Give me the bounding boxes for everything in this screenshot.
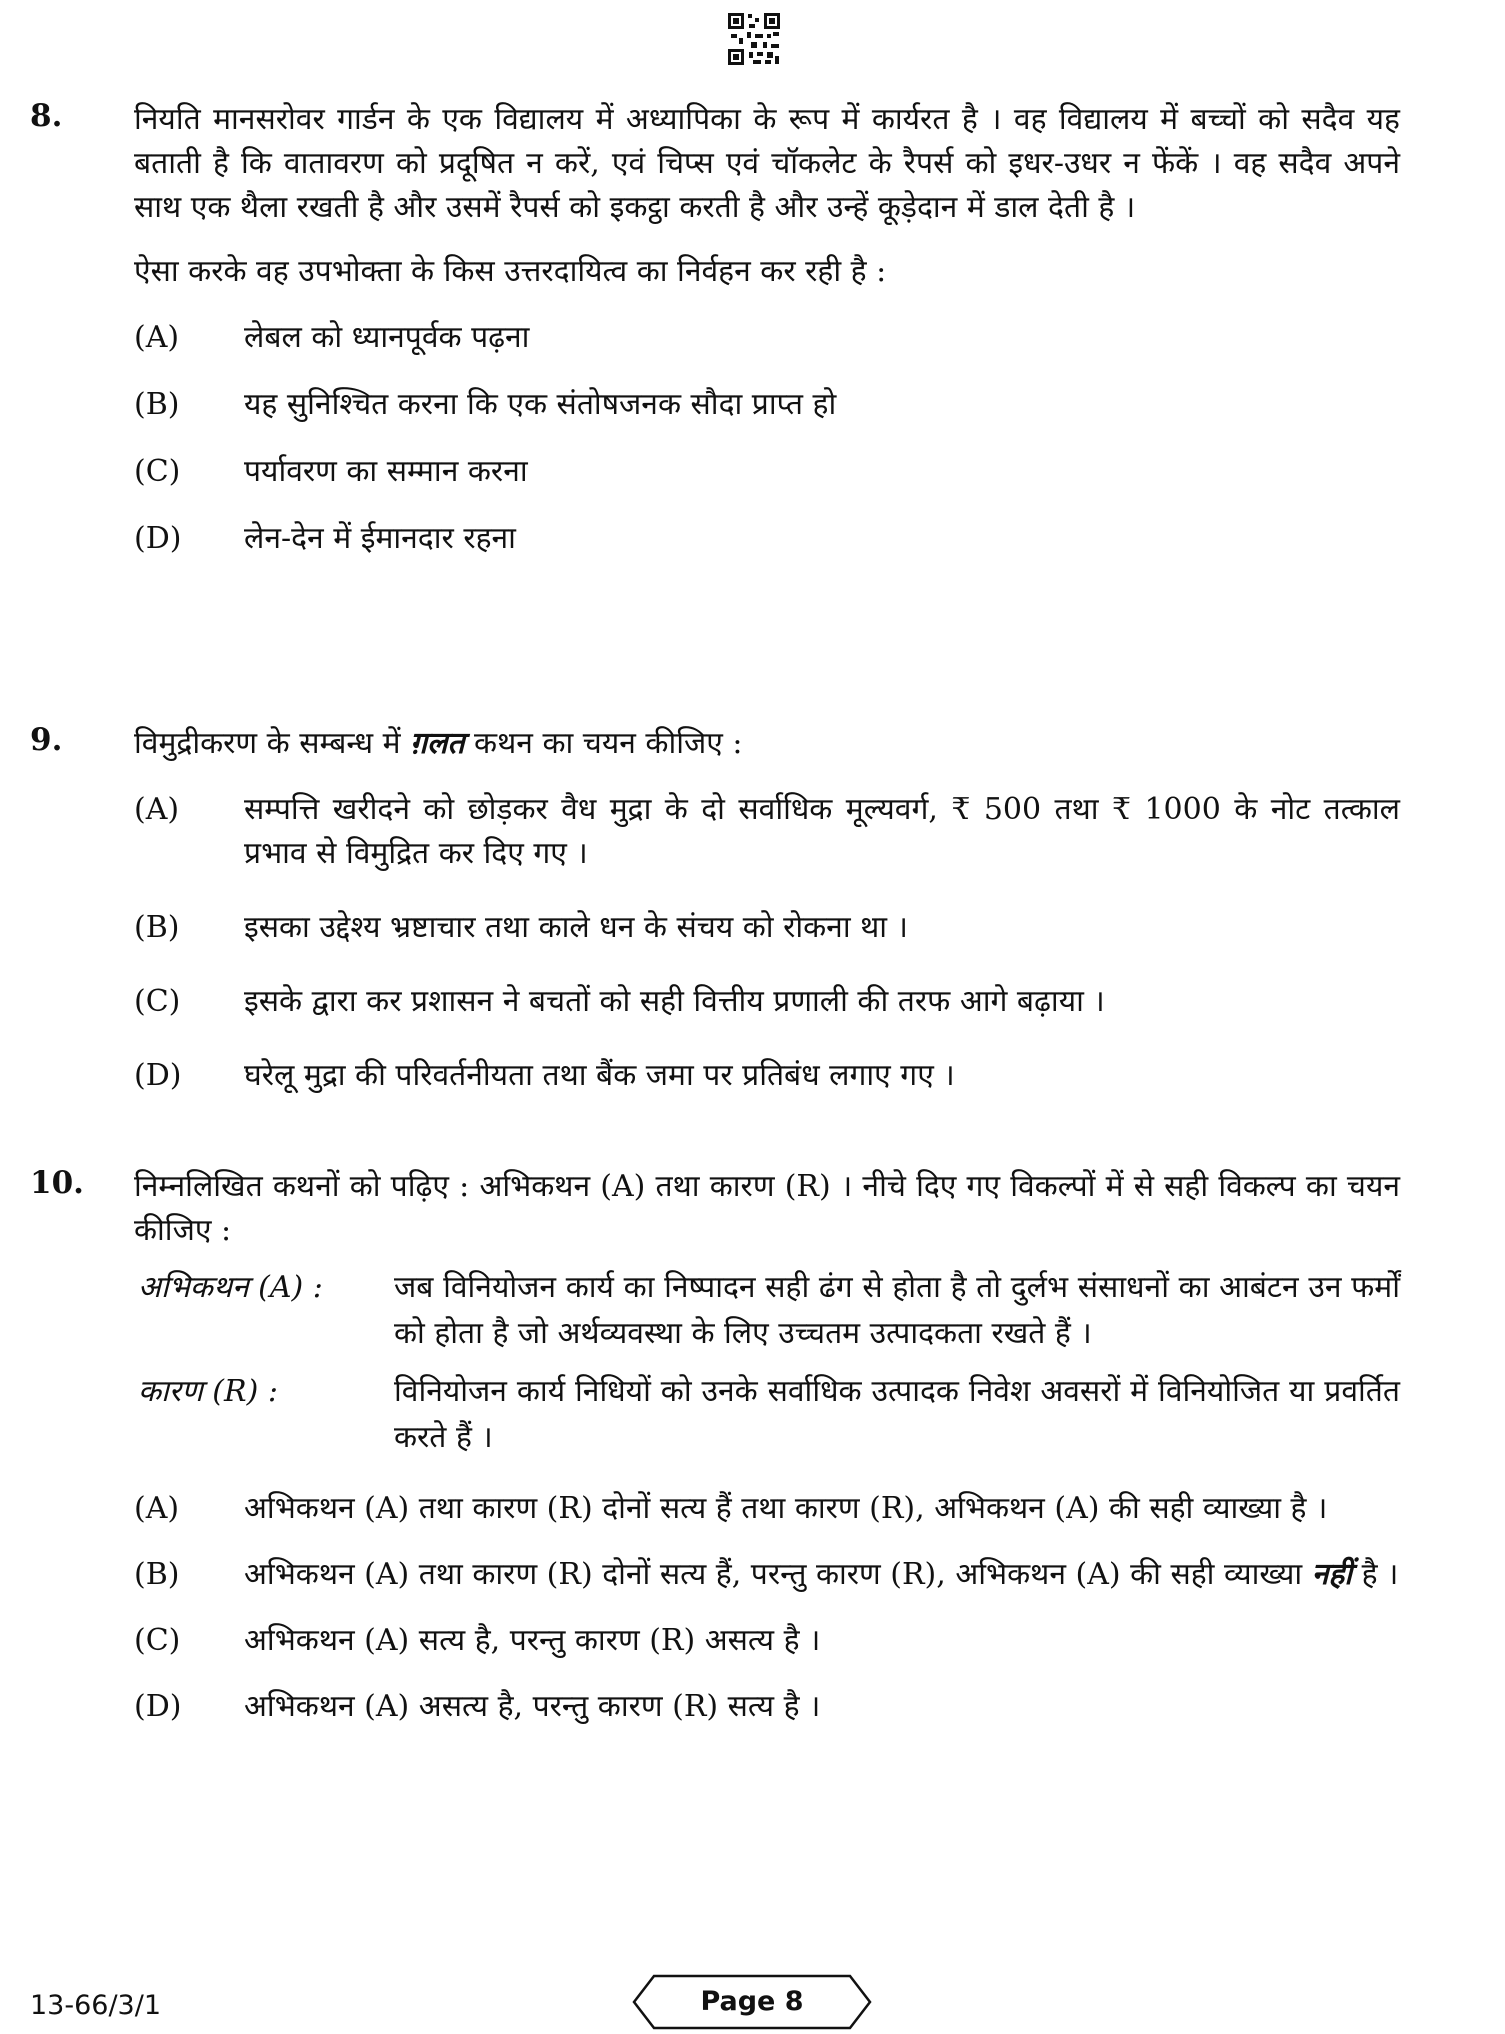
option-text: यह सुनिश्चित करना कि एक संतोषजनक सौदा प्राप्त हो <box>244 387 837 422</box>
option-text: इसका उद्देश्य भ्रष्टाचार तथा काले धन के संचय को रोकना था । <box>244 910 908 945</box>
option-text: इसके द्वारा कर प्रशासन ने बचतों को सही वित्तीय प्रणाली की तरफ आगे बढ़ाया । <box>244 984 1105 1019</box>
reason-label: कारण (R) : <box>138 1374 278 1409</box>
option-c <box>134 980 1400 1024</box>
question-text-after: कथन का चयन कीजिए : <box>474 726 743 761</box>
option-label: (A) <box>134 792 180 827</box>
option-label: (A) <box>134 1491 180 1526</box>
option-text: अभिकथन (A) सत्य है, परन्तु कारण (R) असत्य है । <box>244 1623 821 1658</box>
option-text <box>244 1553 1400 1597</box>
option-a <box>134 788 1400 876</box>
question-text <box>134 722 1400 766</box>
question-number: 8. <box>30 98 63 134</box>
option-label: (B) <box>134 387 180 422</box>
option-label: (C) <box>134 454 181 489</box>
option-b <box>134 383 1400 427</box>
option-a <box>134 316 1400 360</box>
option-label: (D) <box>134 1689 182 1724</box>
option-text: अभिकथन (A) असत्य है, परन्तु कारण (R) सत्य है । <box>244 1689 821 1724</box>
option-label: (D) <box>134 521 182 556</box>
question-text-before: विमुद्रीकरण के सम्बन्ध में <box>134 726 401 761</box>
question-text-emphasis: ग़लत <box>410 726 465 761</box>
option-c <box>134 450 1400 494</box>
option-c <box>134 1619 1400 1663</box>
option-text: लेबल को ध्यानपूर्वक पढ़ना <box>244 320 530 355</box>
page-label: Page 8 <box>700 1986 804 2017</box>
reason-text: विनियोजन कार्य निधियों को उनके सर्वाधिक उत्पादक निवेश अवसरों में विनियोजित या प्रवर्तित करते हैं । <box>394 1374 1400 1455</box>
question-prompt: ऐसा करके वह उपभोक्ता के किस उत्तरदायित्व का निर्वहन कर रही है : <box>134 254 887 289</box>
option-label: (B) <box>134 910 180 945</box>
option-text: लेन-देन में ईमानदार रहना <box>244 521 516 556</box>
reason-statement <box>30 1369 1400 1461</box>
options-list <box>134 1487 1400 1729</box>
option-label: (C) <box>134 1623 181 1658</box>
question-number: 9. <box>30 722 63 758</box>
assertion-text: जब विनियोजन कार्य का निष्पादन सही ढंग से होता है तो दुर्लभ संसाधनों का आबंटन उन फर्मों को होता है जो अर्थव्यवस्था के लिए उच्चतम उत्पादकता रखते हैं । <box>394 1270 1400 1351</box>
assertion-statement <box>30 1265 1400 1357</box>
question-8 <box>30 98 1400 678</box>
option-d <box>134 1054 1400 1098</box>
option-d <box>134 517 1400 561</box>
option-text: अभिकथन (A) तथा कारण (R) दोनों सत्य हैं तथा कारण (R), अभिकथन (A) की सही व्याख्या है । <box>244 1491 1328 1526</box>
option-text: सम्पत्ति खरीदने को छोड़कर वैध मुद्रा के दो सर्वाधिक मूल्यवर्ग, ₹ 500 तथा ₹ 1000 के नोट तत्काल प्रभाव से विमुद्रित कर दिए गए । <box>244 792 1400 871</box>
option-text: घरेलू मुद्रा की परिवर्तनीयता तथा बैंक जमा पर प्रतिबंध लगाए गए । <box>244 1058 955 1093</box>
option-text: पर्यावरण का सम्मान करना <box>244 454 528 489</box>
option-text-emphasis: नहीं <box>1311 1557 1353 1592</box>
question-text: निम्नलिखित कथनों को पढ़िए : अभिकथन (A) तथा कारण (R) । नीचे दिए गए विकल्पों में से सही विकल्प का चयन कीजिए : <box>134 1169 1400 1248</box>
options-list <box>134 316 1400 561</box>
option-b <box>134 906 1400 950</box>
option-b <box>134 1553 1400 1597</box>
option-label: (B) <box>134 1557 180 1592</box>
option-label: (A) <box>134 320 180 355</box>
page-number-badge <box>632 1974 872 2030</box>
question-9 <box>30 722 1400 1122</box>
question-number: 10. <box>30 1165 84 1201</box>
assertion-label: अभिकथन (A) : <box>138 1270 323 1305</box>
question-text: नियति मानसरोवर गार्डन के एक विद्यालय में अध्यापिका के रूप में कार्यरत है । वह विद्यालय में बच्चों को सदैव यह बताती है कि वातावरण को प्रदूषित न करें, एवं चिप्स एवं चॉकलेट के रैपर्स को इधर-उधर न फेंकें । वह सदैव अपने साथ एक थैला रखती है और उसमें रैपर्स को इकट्ठा करती है और उन्हें कूड़ेदान में डाल देती है । <box>134 102 1400 225</box>
options-list <box>134 788 1400 1098</box>
option-a <box>134 1487 1400 1531</box>
option-label: (D) <box>134 1058 182 1093</box>
option-d <box>134 1685 1400 1729</box>
question-10 <box>30 1165 1400 1965</box>
option-text-before: अभिकथन (A) तथा कारण (R) दोनों सत्य हैं, परन्तु कारण (R), अभिकथन (A) की सही व्याख्या <box>244 1557 1303 1592</box>
paper-code: 13-66/3/1 <box>30 1990 162 2021</box>
qr-code-icon <box>727 12 781 66</box>
option-label: (C) <box>134 984 181 1019</box>
option-text-after: है । <box>1361 1557 1399 1592</box>
